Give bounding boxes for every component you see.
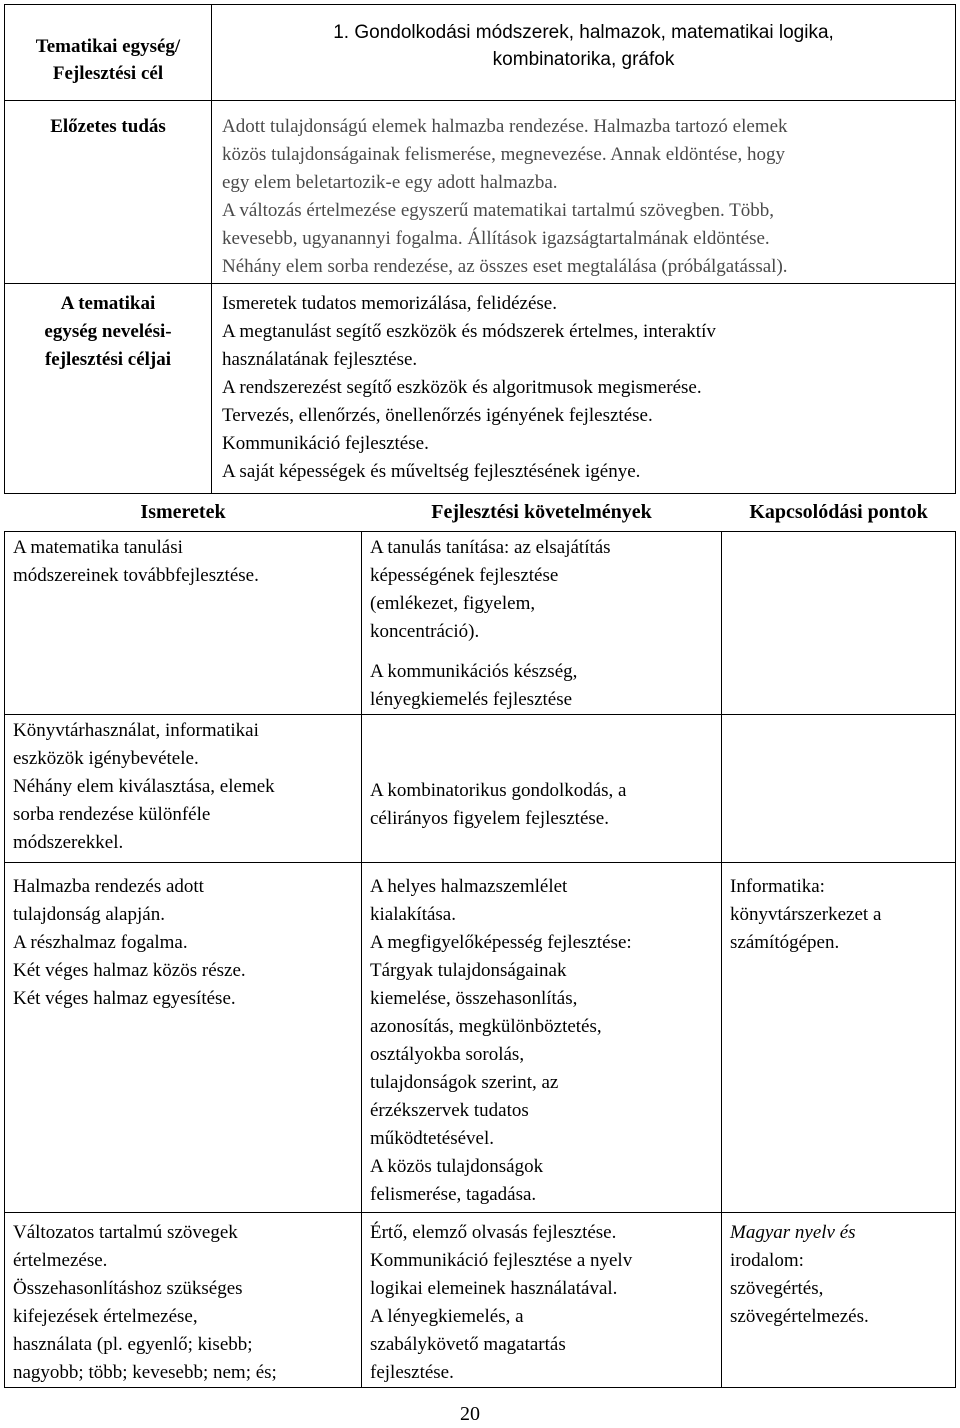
requirement-line: Tárgyak tulajdonságainak <box>370 960 567 981</box>
knowledge-line: Néhány elem kiválasztása, elemek <box>13 776 275 797</box>
unit-title-line: kombinatorika, gráfok <box>492 49 675 70</box>
knowledge-line: Halmazba rendezés adott <box>13 876 204 897</box>
requirement-line: logikai elemeinek használatával. <box>370 1278 618 1299</box>
knowledge-line: A matematika tanulási <box>13 537 183 558</box>
requirement-line: fejlesztése. <box>370 1362 454 1383</box>
column-header-links: Kapcsolódási pontok <box>722 494 956 532</box>
unit-label-line: Fejlesztési cél <box>52 63 164 84</box>
prior-knowledge-row <box>5 101 956 284</box>
link-line-italic: Magyar nyelv és <box>730 1222 856 1243</box>
knowledge-line: eszközök igénybevétele. <box>13 748 199 769</box>
knowledge-line: sorba rendezése különféle <box>13 804 211 825</box>
knowledge-line: Összehasonlításhoz szükséges <box>13 1278 243 1299</box>
knowledge-line: Változatos tartalmú szövegek <box>13 1222 238 1243</box>
requirements-cell <box>362 532 722 715</box>
unit-title-cell <box>212 5 956 101</box>
links-cell <box>722 715 956 863</box>
link-line: könyvtárszerkezet a <box>730 904 882 925</box>
requirements-cell <box>362 1213 722 1388</box>
knowledge-cell <box>5 1213 362 1388</box>
requirement-line: szabálykövető magatartás <box>370 1334 566 1355</box>
knowledge-cell <box>5 532 362 715</box>
unit-header-row <box>5 5 956 101</box>
goal-line: használatának fejlesztése. <box>222 349 418 370</box>
goal-line: Kommunikáció fejlesztése. <box>222 433 429 454</box>
curriculum-document <box>4 4 955 1388</box>
requirement-line: Kommunikáció fejlesztése a nyelv <box>370 1250 633 1271</box>
requirements-cell <box>362 863 722 1213</box>
column-header-row <box>5 494 956 532</box>
requirement-line: Értő, elemző olvasás fejlesztése. <box>370 1222 617 1243</box>
knowledge-line: nagyobb; több; kevesebb; nem; és; <box>13 1362 277 1383</box>
prior-line: közös tulajdonságainak felismerése, megnevezése. Annak eldöntése, hogy <box>222 144 785 165</box>
knowledge-line: módszerekkel. <box>13 832 124 853</box>
prior-knowledge-content <box>212 101 956 284</box>
requirement-line: lényegkiemelés fejlesztése <box>370 689 573 710</box>
page-number: 20 <box>460 1403 480 1425</box>
link-line: szövegértés, <box>730 1278 824 1299</box>
requirements-cell <box>362 715 722 863</box>
paragraph-gap <box>370 646 713 658</box>
knowledge-cell <box>5 715 362 863</box>
unit-title-line: 1. Gondolkodási módszerek, halmazok, matematikai logika, <box>333 22 834 43</box>
requirement-line: célirányos figyelem fejlesztése. <box>370 808 609 829</box>
prior-knowledge-label <box>5 101 212 284</box>
requirement-line: A tanulás tanítása: az elsajátítás <box>370 537 611 558</box>
link-line: számítógépen. <box>730 932 840 953</box>
knowledge-line: Két véges halmaz közös része. <box>13 960 246 981</box>
goal-line: A rendszerezést segítő eszközök és algoritmusok megismerése. <box>222 377 702 398</box>
requirement-line: A lényegkiemelés, a <box>370 1306 524 1327</box>
requirement-line: felismerése, tagadása. <box>370 1184 537 1205</box>
requirement-line: osztályokba sorolás, <box>370 1044 525 1065</box>
knowledge-line: tulajdonság alapján. <box>13 904 165 925</box>
table-row <box>5 863 956 1213</box>
requirement-line: működtetésével. <box>370 1128 494 1149</box>
knowledge-line: használata (pl. egyenlő; kisebb; <box>13 1334 253 1355</box>
curriculum-table <box>4 4 956 1388</box>
prior-line: A változás értelmezése egyszerű matematikai tartalmú szövegben. Több, <box>222 200 775 221</box>
links-cell <box>722 1213 956 1388</box>
goal-line: Tervezés, ellenőrzés, önellenőrzés igényének fejlesztése. <box>222 405 653 426</box>
goal-line: A saját képességek és műveltség fejlesztésének igénye. <box>222 461 641 482</box>
goals-content <box>212 284 956 494</box>
link-line: Informatika: <box>730 876 825 897</box>
column-header-requirements: Fejlesztési követelmények <box>362 494 722 532</box>
requirement-line: A közös tulajdonságok <box>370 1156 544 1177</box>
prior-line: Adott tulajdonságú elemek halmazba rendezése. Halmazba tartozó elemek <box>222 116 788 137</box>
table-row <box>5 1213 956 1388</box>
requirement-line: (emlékezet, figyelem, <box>370 593 536 614</box>
knowledge-line: Két véges halmaz egyesítése. <box>13 988 236 1009</box>
table-row <box>5 532 956 715</box>
goal-line: Ismeretek tudatos memorizálása, felidézése. <box>222 293 557 314</box>
requirement-line: A kombinatorikus gondolkodás, a <box>370 780 627 801</box>
goals-row <box>5 284 956 494</box>
requirement-line: azonosítás, megkülönböztetés, <box>370 1016 602 1037</box>
requirement-line: koncentráció). <box>370 621 480 642</box>
prior-line: Néhány elem sorba rendezése, az összes eset megtalálása (próbálgatással). <box>222 256 788 277</box>
unit-label-cell <box>5 5 212 101</box>
unit-label-line: Tematikai egység/ <box>35 36 181 57</box>
goals-label <box>5 284 212 494</box>
links-cell <box>722 863 956 1213</box>
table-row <box>5 715 956 863</box>
knowledge-line: A részhalmaz fogalma. <box>13 932 188 953</box>
goals-label-line: fejlesztési céljai <box>44 349 172 370</box>
links-cell <box>722 532 956 715</box>
prior-line: kevesebb, ugyanannyi fogalma. Állítások igazságtartalmának eldöntése. <box>222 228 770 249</box>
prior-knowledge-label-text: Előzetes tudás <box>50 116 166 137</box>
knowledge-line: kifejezések értelmezése, <box>13 1306 198 1327</box>
knowledge-cell <box>5 863 362 1213</box>
requirement-line: A helyes halmazszemlélet <box>370 876 568 897</box>
link-line: irodalom: <box>730 1250 804 1271</box>
knowledge-line: módszereinek továbbfejlesztése. <box>13 565 259 586</box>
knowledge-line: értelmezése. <box>13 1250 108 1271</box>
requirement-line: kiemelése, összehasonlítás, <box>370 988 578 1009</box>
requirement-line: kialakítása. <box>370 904 456 925</box>
requirement-line: A kommunikációs készség, <box>370 661 578 682</box>
requirement-line: tulajdonságok szerint, az <box>370 1072 559 1093</box>
prior-line: egy elem beletartozik-e egy adott halmazba. <box>222 172 558 193</box>
link-line: szövegértelmezés. <box>730 1306 869 1327</box>
goals-label-line: A tematikai <box>60 293 156 314</box>
requirement-line: A megfigyelőképesség fejlesztése: <box>370 932 632 953</box>
goals-label-line: egység nevelési- <box>44 321 172 342</box>
column-header-knowledge: Ismeretek <box>5 494 362 532</box>
knowledge-line: Könyvtárhasználat, informatikai <box>13 720 259 741</box>
requirement-line: érzékszervek tudatos <box>370 1100 529 1121</box>
requirement-line: képességének fejlesztése <box>370 565 559 586</box>
goal-line: A megtanulást segítő eszközök és módszerek értelmes, interaktív <box>222 321 716 342</box>
